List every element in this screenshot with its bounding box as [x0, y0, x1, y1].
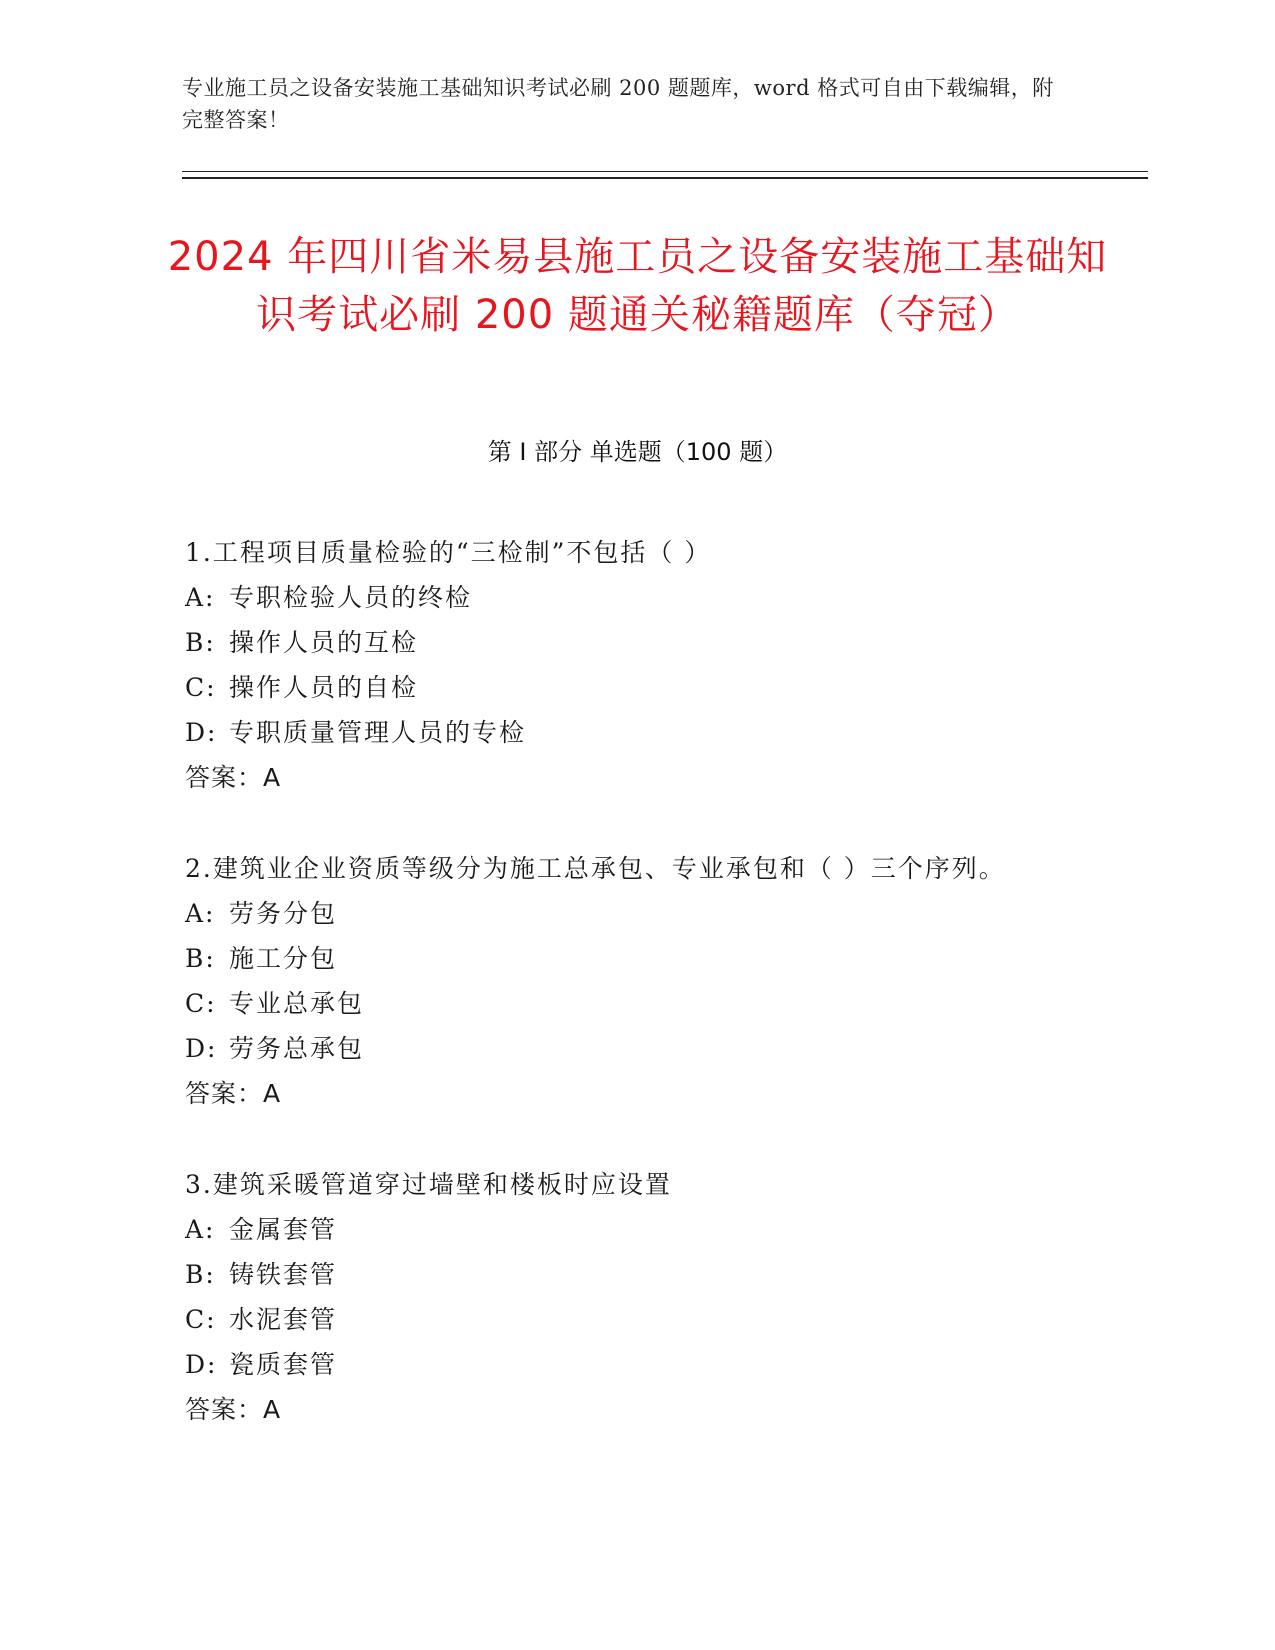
option-c: [185, 1297, 1145, 1342]
option-key: B:: [185, 944, 216, 973]
header-divider-thin: [182, 171, 1148, 172]
option-c: [185, 981, 1145, 1026]
option-a: [185, 891, 1145, 936]
option-key: A:: [185, 583, 216, 612]
option-key: C:: [185, 989, 217, 1018]
option-key: B:: [185, 628, 216, 657]
question-1: [185, 530, 1145, 800]
option-text: 劳务分包: [229, 899, 338, 928]
option-text: 操作人员的自检: [229, 673, 419, 702]
option-key: B:: [185, 1260, 216, 1289]
option-a: [185, 1207, 1145, 1252]
option-text: 铸铁套管: [229, 1260, 338, 1289]
answer: 答案：A: [185, 1395, 282, 1424]
option-key: A:: [185, 1215, 216, 1244]
answer: 答案：A: [185, 763, 282, 792]
option-text: 专职检验人员的终检: [229, 583, 473, 612]
question-3: [185, 1162, 1145, 1432]
option-text: 水泥套管: [229, 1305, 338, 1334]
option-key: D:: [185, 1350, 218, 1379]
option-b: [185, 620, 1145, 665]
section-heading: 第 I 部分 单选题（100 题）: [487, 438, 788, 466]
option-d: [185, 1026, 1145, 1071]
option-b: [185, 936, 1145, 981]
option-text: 操作人员的互检: [229, 628, 419, 657]
option-key: C:: [185, 1305, 217, 1334]
option-text: 瓷质套管: [229, 1350, 338, 1379]
option-text: 金属套管: [229, 1215, 338, 1244]
question-stem: 1.工程项目质量检验的“三检制”不包括（ ）: [185, 538, 712, 567]
option-c: [185, 665, 1145, 710]
option-text: 劳务总承包: [229, 1034, 365, 1063]
option-key: D:: [185, 718, 218, 747]
option-key: C:: [185, 673, 217, 702]
option-text: 施工分包: [229, 944, 338, 973]
question-stem: 3.建筑采暖管道穿过墙壁和楼板时应设置: [185, 1170, 672, 1199]
question-list: [185, 530, 1145, 1478]
option-d: [185, 710, 1145, 755]
option-text: 专职质量管理人员的专检: [229, 718, 527, 747]
option-b: [185, 1252, 1145, 1297]
option-key: D:: [185, 1034, 218, 1063]
option-key: A:: [185, 899, 216, 928]
answer: 答案：A: [185, 1079, 282, 1108]
header-note: 专业施工员之设备安装施工基础知识考试必刷 200 题题库，word 格式可自由下载编辑，附完整答案！: [182, 76, 1054, 132]
header-divider-thick: [182, 177, 1148, 179]
question-stem: 2.建筑业企业资质等级分为施工总承包、专业承包和（ ）三个序列。: [185, 854, 1006, 883]
option-d: [185, 1342, 1145, 1387]
option-a: [185, 575, 1145, 620]
option-text: 专业总承包: [229, 989, 365, 1018]
question-2: [185, 846, 1145, 1116]
document-title: 2024 年四川省米易县施工员之设备安装施工基础知识考试必刷 200 题通关秘籍题库（夺冠）: [167, 234, 1108, 338]
